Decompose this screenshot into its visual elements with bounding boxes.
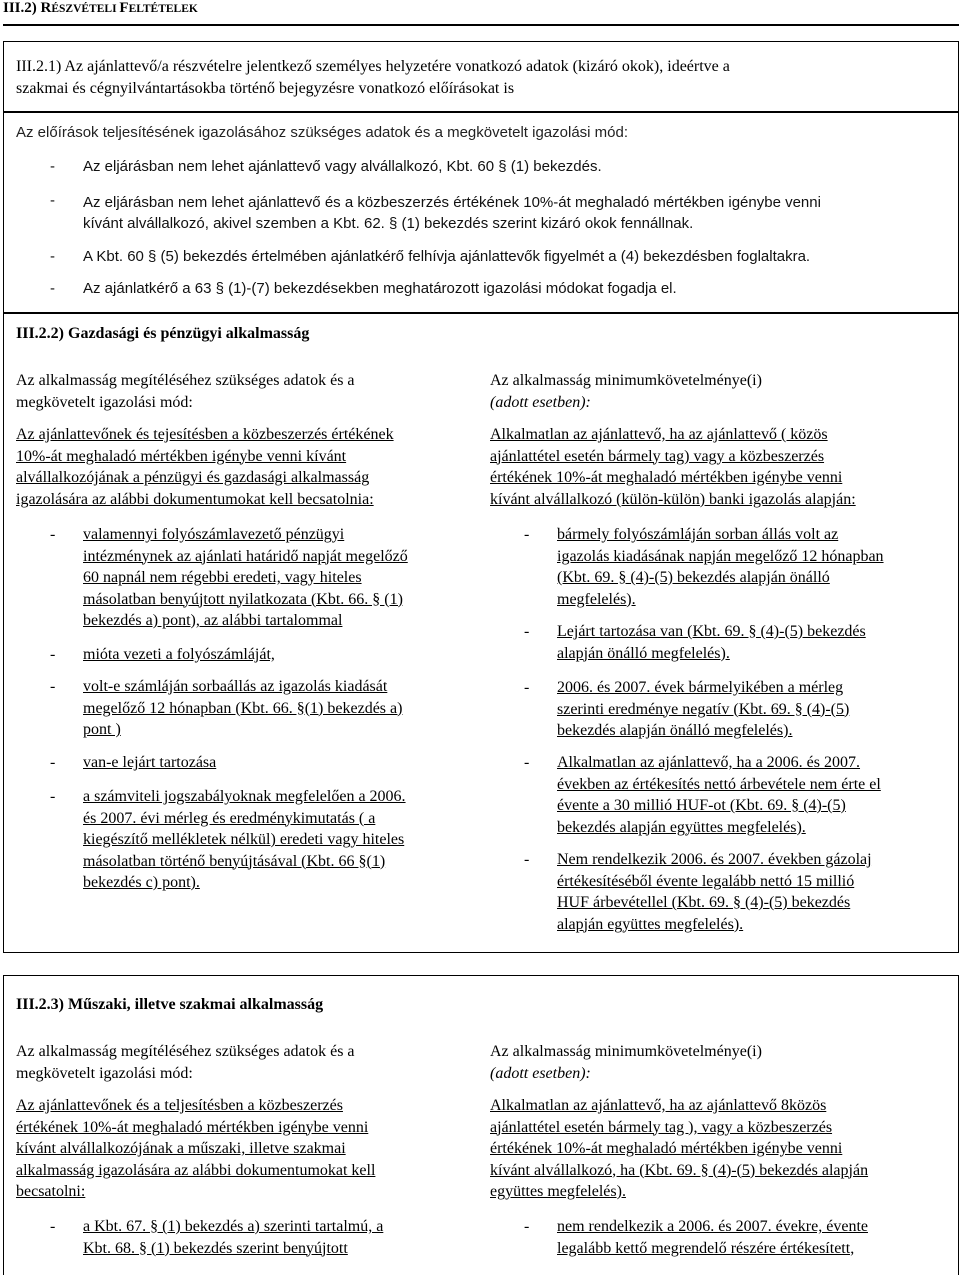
section-header-word2-rest: ELTÉTELEK xyxy=(128,3,198,15)
left-criteria-intro xyxy=(16,1095,476,1203)
bullet-line: igazolás kiadásának napján megelőző 12 hónapban xyxy=(557,547,884,565)
bullet-line: értékesítéséből évente legalább nettó 15 millió xyxy=(557,872,855,890)
bullet-line: megfelelés). xyxy=(557,590,636,608)
bullet-line: valamennyi folyószámlavezető pénzügyi xyxy=(83,526,345,543)
bullet-line: Kbt. 68. § (1) bekezdés szerint benyújtott xyxy=(83,1239,348,1257)
bullet-line: Az ajánlatkérő a 63 § (1)-(7) bekezdésekben meghatározott igazolási módokat fogadja el. xyxy=(83,280,677,297)
right-criteria-intro xyxy=(490,424,950,510)
bullet-dash: - xyxy=(524,851,530,868)
section-2-1-title-rule xyxy=(3,111,959,113)
intro-line: kívánt alvállalkozó (külön-külön) banki igazolás alapján: xyxy=(490,490,856,508)
bullet-line: a számviteli jogszabályoknak megfelelően a 2006. xyxy=(83,788,406,805)
bullet-line: HUF árbevétellel (Kbt. 69. § (4)-(5) bekezdés xyxy=(557,894,851,911)
bullet-line: bekezdés a) pont), az alábbi tartalommal xyxy=(83,612,343,629)
bullet-line: A Kbt. 60 § (5) bekezdés értelmében ajánlatkérő felhívja ajánlattevők figyelmét a (4) bekezdésben foglaltakra. xyxy=(83,248,811,265)
bullet-text xyxy=(83,752,216,774)
section-2-3-left-column xyxy=(16,1041,476,1203)
bullet-text xyxy=(557,1216,868,1259)
bullet-text xyxy=(83,644,275,666)
section-2-2-title: III.2.2) Gazdasági és pénzügyi alkalmasság xyxy=(16,325,310,342)
bullet-dash: - xyxy=(50,526,56,543)
heading-line: Az alkalmasság minimumkövetelménye(i) xyxy=(490,372,762,389)
intro-line: alkalmasság igazolására az alábbi dokumentumokat kell xyxy=(16,1161,376,1179)
intro-line: igazolására az alábbi dokumentumokat kell becsatolnia: xyxy=(16,490,374,508)
section-2-3-title: III.2.3) Műszaki, illetve szakmai alkalmasság xyxy=(16,996,324,1013)
bullet-text xyxy=(83,676,402,741)
section-2-1-title-line-2: szakmai és cégnyilvántartásokba történő bejegyzésre vonatkozó előírásokat is xyxy=(16,79,515,97)
intro-line: ajánlattétel esetén bármely tag ), vagy a közbeszerzés xyxy=(490,1118,833,1136)
bullet-line: bekezdés c) pont). xyxy=(83,874,200,891)
bullet-line: Alkalmatlan az ajánlattevő, ha a 2006. és 2007. xyxy=(557,754,861,771)
bullet-line: nem rendelkezik a 2006. és 2007. évekre, évente xyxy=(557,1218,868,1235)
bullet-line: pont ) xyxy=(83,721,121,738)
bullet-line: (Kbt. 69. § (4)-(5) bekezdés alapján önálló xyxy=(557,569,830,586)
bullet-text xyxy=(83,786,406,894)
bullet-dash: - xyxy=(50,754,56,771)
bullet-line: kiegészítő mellékletek nélkül) eredeti vagy hiteles xyxy=(83,831,405,848)
bullet-line: Az eljárásban nem lehet ajánlattevő és a közbeszerzés értékének 10%-át meghaladó mértékben igénybe venni xyxy=(83,194,821,211)
left-criteria-heading xyxy=(16,1041,476,1084)
intro-line: becsatolni: xyxy=(16,1183,86,1200)
intro-line: értékének 10%-át meghaladó mértékben igénybe venni xyxy=(16,1118,369,1136)
heading-line: Az alkalmasság megítéléséhez szükséges adatok és a xyxy=(16,372,355,389)
bullet-line: és 2007. évi mérleg és eredménykimutatás ( a xyxy=(83,809,376,827)
bullet-dash: - xyxy=(524,679,530,696)
section-header-word2-first: F xyxy=(119,0,129,16)
bullet-dash: - xyxy=(524,1218,530,1235)
intro-line: Az ajánlattevőnek és a teljesítésben a közbeszerzés xyxy=(16,1097,343,1114)
intro-line: ajánlattétel esetén bármely tag) vagy a közbeszerzés xyxy=(490,447,825,465)
bullet-text xyxy=(83,192,821,234)
section-2-2-right-column xyxy=(490,370,950,510)
bullet-line: Az eljárásban nem lehet ajánlattevő vagy alvállalkozó, Kbt. 60 § (1) bekezdés. xyxy=(83,158,602,175)
section-2-1-title xyxy=(16,56,730,99)
heading-line: (adott esetben): xyxy=(490,393,591,411)
intro-line: kívánt alvállalkozó, ha (Kbt. 69. § (4)-(5) bekezdés alapján xyxy=(490,1161,869,1179)
bullet-dash: - xyxy=(50,646,56,663)
bullet-line: évente a 30 millió HUF-ot (Kbt. 69. § (4)-(5) xyxy=(557,797,846,814)
bullet-line: Lejárt tartozása van (Kbt. 69. § (4)-(5) bekezdés xyxy=(557,623,866,640)
section-header xyxy=(3,0,198,17)
bullet-line: Nem rendelkezik 2006. és 2007. években gázolaj xyxy=(557,851,872,868)
heading-line: megkövetelt igazolási mód: xyxy=(16,393,193,411)
bullet-line: 2006. és 2007. évek bármelyikében a mérleg xyxy=(557,679,844,696)
bullet-line: kívánt alvállalkozó, akivel szemben a Kbt. 62. § (1) bekezdés szerint kizáró okok fennállnak. xyxy=(83,215,694,232)
bullet-line: 60 napnál nem régebbi eredeti, vagy hiteles xyxy=(83,569,362,586)
bullet-text xyxy=(83,248,810,265)
bullet-text xyxy=(557,677,849,742)
right-criteria-heading xyxy=(490,1041,950,1084)
right-criteria-intro xyxy=(490,1095,950,1203)
bullet-text xyxy=(83,280,677,297)
bullet-line: bekezdés alapján együttes megfelelés). xyxy=(557,818,806,836)
heading-line: megkövetelt igazolási mód: xyxy=(16,1064,193,1082)
bullet-line: években az értékesítés nettó árbevétele nem érte el xyxy=(557,775,881,793)
bullet-line: volt-e számláján sorbaállás az igazolás kiadását xyxy=(83,678,388,695)
intro-line: Alkalmatlan az ajánlattevő, ha az ajánlattevő ( közös xyxy=(490,426,828,443)
intro-line: értékének 10%-át meghaladó mértékben igénybe venni xyxy=(490,1140,843,1157)
section-header-prefix: III.2) R xyxy=(3,0,52,16)
header-rule xyxy=(3,24,959,26)
bullet-dash: - xyxy=(50,678,56,695)
bullet-dash: - xyxy=(50,1218,56,1235)
bullet-dash: - xyxy=(50,248,55,265)
heading-line: Az alkalmasság minimumkövetelménye(i) xyxy=(490,1043,762,1060)
bullet-dash: - xyxy=(50,192,55,209)
bullet-dash: - xyxy=(524,526,530,543)
left-criteria-heading xyxy=(16,370,476,413)
bullet-line: bekezdés alapján önálló megfelelés). xyxy=(557,722,793,739)
bullet-dash: - xyxy=(524,623,530,640)
intro-line: értékének 10%-át meghaladó mértékben igénybe venni xyxy=(490,469,843,486)
bullet-line: legalább kettő megrendelő részére értékesített, xyxy=(557,1239,855,1257)
section-2-3-right-column xyxy=(490,1041,950,1203)
section-2-1-title-line-1: III.2.1) Az ajánlattevő/a részvételre jelentkező személyes helyzetére vonatkozó adatok (kizáró okok), ideértve a xyxy=(16,58,730,75)
left-criteria-intro xyxy=(16,424,476,510)
bullet-line: van-e lejárt tartozása xyxy=(83,754,217,771)
intro-line: alvállalkozójának a pénzügyi és gazdasági alkalmasság xyxy=(16,469,370,486)
section-2-1-intro: Az előírások teljesítésének igazolásához szükséges adatok és a megkövetelt igazolási mód: xyxy=(16,124,629,141)
intro-line: Alkalmatlan az ajánlattevő, ha az ajánlattevő 8közös xyxy=(490,1097,827,1114)
right-criteria-heading xyxy=(490,370,950,413)
bullet-line: alapján együttes megfelelés). xyxy=(557,915,744,933)
bullet-line: bármely folyószámláján sorban állás volt az xyxy=(557,526,839,543)
bullet-text xyxy=(557,849,872,935)
bullet-text xyxy=(83,1216,383,1259)
bullet-dash: - xyxy=(50,158,55,175)
bullet-dash: - xyxy=(50,280,55,297)
bullet-line: megelőző 12 hónapban (Kbt. 66. §(1) bekezdés a) xyxy=(83,699,403,717)
heading-line: Az alkalmasság megítéléséhez szükséges adatok és a xyxy=(16,1043,355,1060)
bullet-text xyxy=(557,524,884,610)
bullet-line: alapján önálló megfelelés). xyxy=(557,644,730,662)
bullet-line: szerinti eredménye negatív (Kbt. 69. § (4)-(5) xyxy=(557,700,850,718)
intro-line: együttes megfelelés). xyxy=(490,1183,626,1200)
bullet-text xyxy=(83,524,408,632)
bullet-line: intézménynek az ajánlati határidő napját megelőző xyxy=(83,547,408,565)
heading-line: (adott esetben): xyxy=(490,1064,591,1082)
bullet-dash: - xyxy=(524,754,530,771)
bullet-line: másolatban történő benyújtásával (Kbt. 66 §(1) xyxy=(83,852,386,870)
bullet-text xyxy=(557,752,881,838)
bullet-dash: - xyxy=(50,788,56,805)
section-header-word1-rest: ÉSZVÉTELI xyxy=(51,3,120,15)
bullet-text xyxy=(83,158,602,175)
intro-line: 10%-át meghaladó mértékben igénybe venni kívánt xyxy=(16,447,347,465)
bullet-line: másolatban benyújtott nyilatkozata (Kbt. 66. § (1) xyxy=(83,590,403,608)
bullet-line: a Kbt. 67. § (1) bekezdés a) szerinti tartalmú, a xyxy=(83,1218,384,1235)
section-2-2-left-column xyxy=(16,370,476,510)
intro-line: Az ajánlattevőnek és tejesítésben a közbeszerzés értékének xyxy=(16,426,394,443)
bullet-line: mióta vezeti a folyószámláját, xyxy=(83,646,275,663)
bullet-text xyxy=(557,621,866,664)
intro-line: kívánt alvállalkozójának a műszaki, illetve szakmai xyxy=(16,1140,346,1157)
